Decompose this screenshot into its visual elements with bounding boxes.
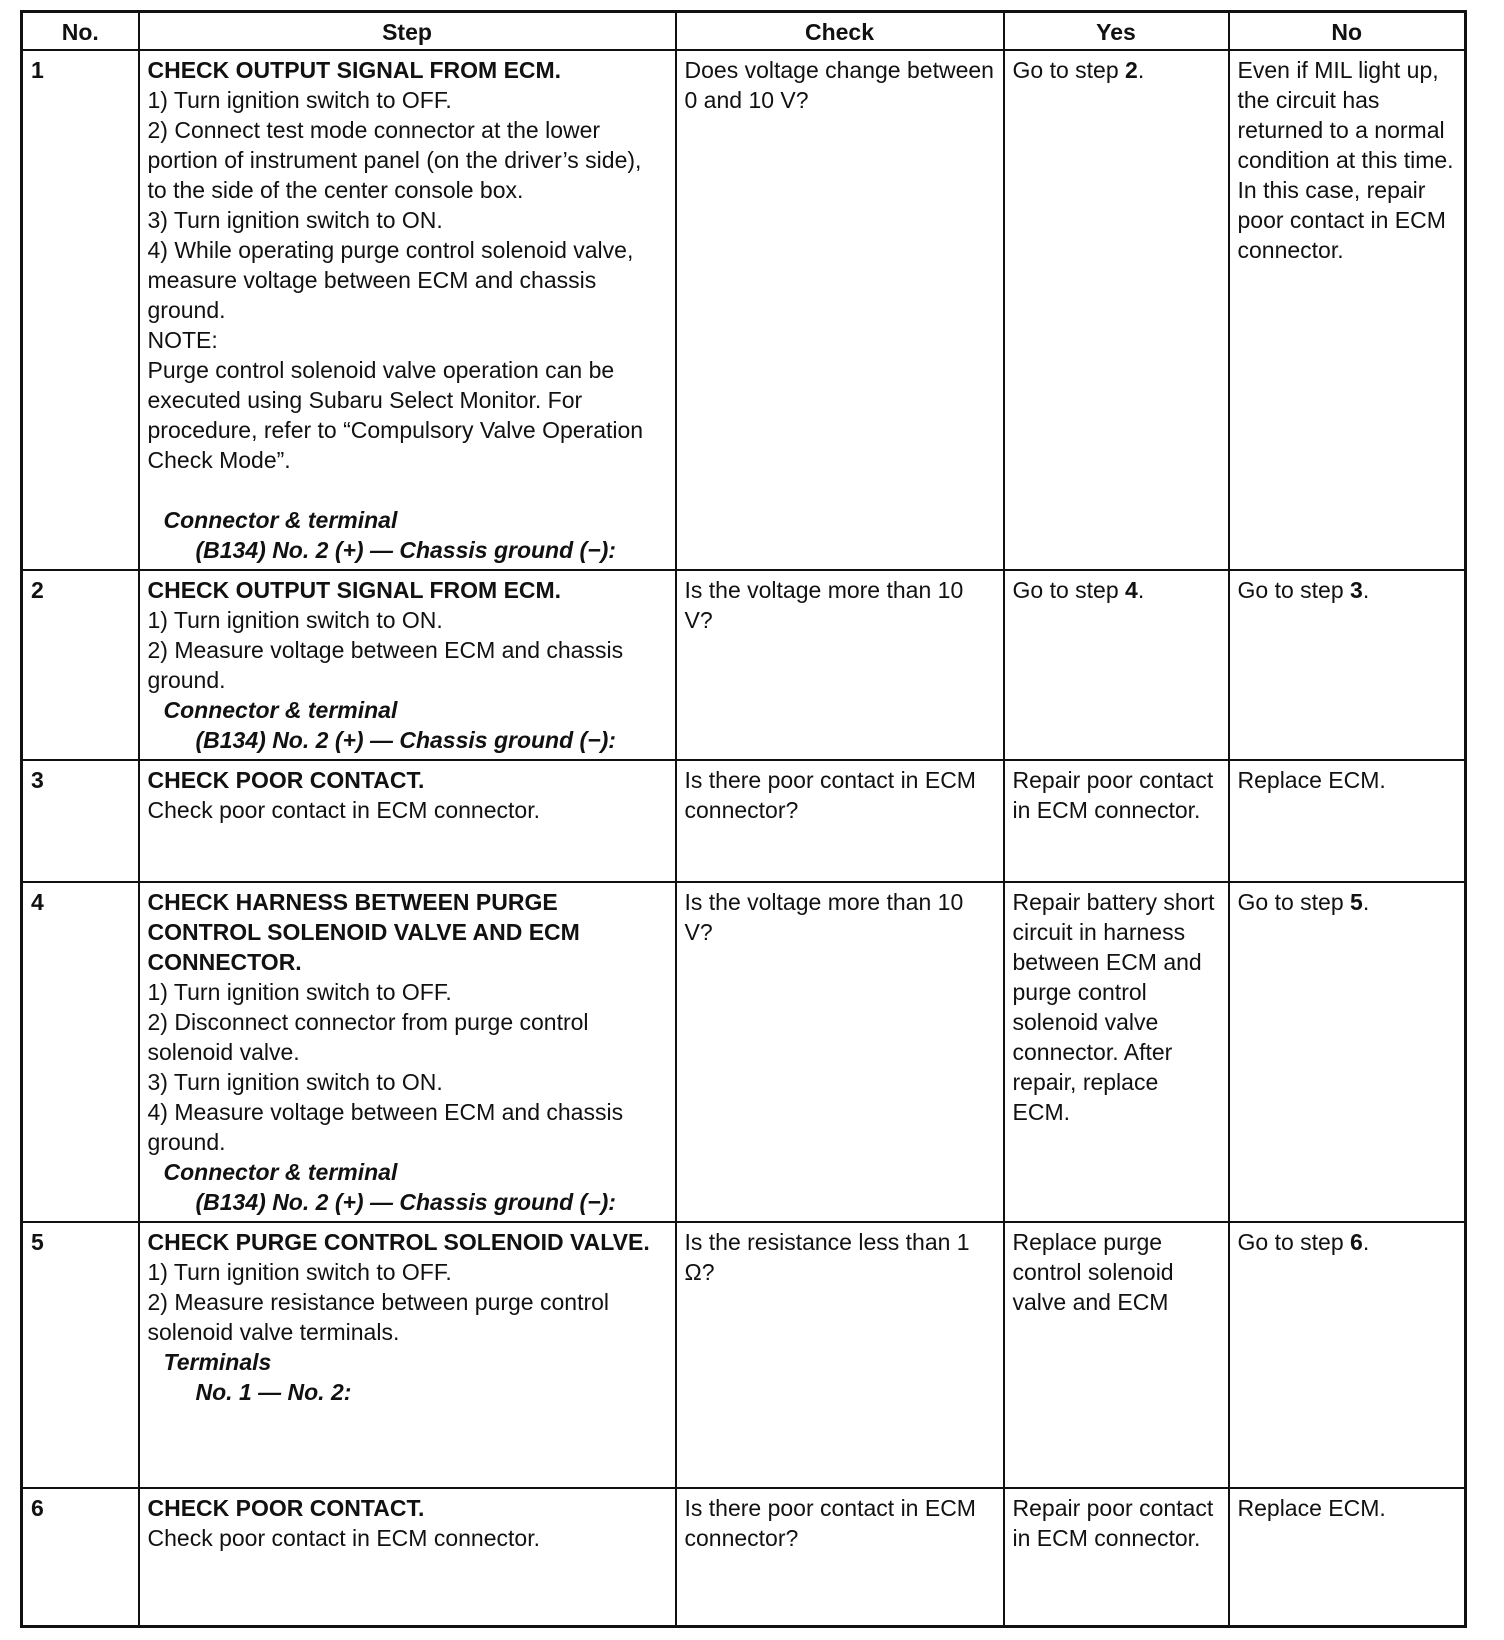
header-row xyxy=(22,12,1466,51)
no-text: Go to step xyxy=(1237,577,1351,603)
step-cell xyxy=(139,50,676,570)
no-step-number: 3 xyxy=(1350,577,1363,603)
no-cell: Go to step 3. xyxy=(1229,570,1466,760)
step-line: 1) Turn ignition switch to OFF. xyxy=(147,1259,452,1285)
step-number: 6 xyxy=(22,1488,139,1627)
no-step-number: 6 xyxy=(1350,1229,1363,1255)
check-cell: Is there poor contact in ECM connector? xyxy=(676,1488,1004,1627)
step-line: 4) Measure voltage between ECM and chassis ground. xyxy=(147,1099,624,1155)
step-line: 2) Measure voltage between ECM and chassis ground. xyxy=(147,637,624,693)
step-number: 2 xyxy=(22,570,139,760)
connector-terminal: (B134) No. 2 (+) — Chassis ground (−): xyxy=(195,727,616,753)
yes-cell: Go to step 2. xyxy=(1004,50,1229,570)
step-line: 1) Turn ignition switch to OFF. xyxy=(147,87,452,113)
table-row xyxy=(22,1222,1466,1488)
table-row xyxy=(22,760,1466,882)
step-cell xyxy=(139,1488,676,1627)
connector-label: Connector & terminal xyxy=(163,1159,398,1185)
terminals-value: No. 1 — No. 2: xyxy=(195,1379,352,1405)
step-cell xyxy=(139,760,676,882)
note-text: Purge control solenoid valve operation can be executed using Subaru Select Monitor. For procedure, refer to “Compulsory Valve Operation Check Mode”. xyxy=(147,357,644,473)
check-cell: Is the voltage more than 10 V? xyxy=(676,570,1004,760)
step-line: 4) While operating purge control solenoid valve, measure voltage between ECM and chassis ground. xyxy=(147,237,634,323)
yes-step-number: 2 xyxy=(1125,57,1138,83)
step-line: 2) Connect test mode connector at the lower portion of instrument panel (on the driver’s side), to the side of the center console box. xyxy=(147,117,642,203)
step-line: 3) Turn ignition switch to ON. xyxy=(147,1069,443,1095)
table-row xyxy=(22,1488,1466,1627)
no-text: Go to step xyxy=(1237,889,1351,915)
step-cell xyxy=(139,1222,676,1488)
connector-terminal: (B134) No. 2 (+) — Chassis ground (−): xyxy=(195,1189,616,1215)
terminals-label: Terminals xyxy=(163,1349,272,1375)
step-line: 1) Turn ignition switch to ON. xyxy=(147,607,443,633)
connector-label: Connector & terminal xyxy=(163,697,398,723)
no-step-number: 5 xyxy=(1350,889,1363,915)
header-check: Check xyxy=(676,12,1004,51)
step-line: 2) Disconnect connector from purge control solenoid valve. xyxy=(147,1009,589,1065)
header-no-result: No xyxy=(1229,12,1466,51)
step-line: 3) Turn ignition switch to ON. xyxy=(147,207,443,233)
step-cell xyxy=(139,570,676,760)
step-line: Check poor contact in ECM connector. xyxy=(147,1525,540,1551)
no-cell: Go to step 6. xyxy=(1229,1222,1466,1488)
step-title: CHECK HARNESS BETWEEN PURGE CONTROL SOLENOID VALVE AND ECM CONNECTOR. xyxy=(147,889,580,975)
check-cell: Is the resistance less than 1 Ω? xyxy=(676,1222,1004,1488)
yes-cell: Replace purge control solenoid valve and ECM xyxy=(1004,1222,1229,1488)
yes-text: Go to step xyxy=(1012,577,1126,603)
connector-terminal: (B134) No. 2 (+) — Chassis ground (−): xyxy=(195,537,616,563)
check-cell: Does voltage change between 0 and 10 V? xyxy=(676,50,1004,570)
table-row xyxy=(22,882,1466,1222)
step-title: CHECK OUTPUT SIGNAL FROM ECM. xyxy=(147,577,562,603)
step-line: 2) Measure resistance between purge control solenoid valve terminals. xyxy=(147,1289,610,1345)
note-label: NOTE: xyxy=(147,327,218,353)
yes-cell: Repair battery short circuit in harness between ECM and purge control solenoid valve connector. After repair, replace ECM. xyxy=(1004,882,1229,1222)
no-cell: Replace ECM. xyxy=(1229,1488,1466,1627)
step-line: 1) Turn ignition switch to OFF. xyxy=(147,979,452,1005)
yes-cell: Repair poor contact in ECM connector. xyxy=(1004,760,1229,882)
step-cell xyxy=(139,882,676,1222)
yes-cell: Repair poor contact in ECM connector. xyxy=(1004,1488,1229,1627)
step-number: 3 xyxy=(22,760,139,882)
spacer xyxy=(148,475,667,505)
connector-label: Connector & terminal xyxy=(163,507,398,533)
step-line: Check poor contact in ECM connector. xyxy=(147,797,540,823)
header-step: Step xyxy=(139,12,676,51)
header-no: No. xyxy=(22,12,139,51)
step-title: CHECK PURGE CONTROL SOLENOID VALVE. xyxy=(147,1229,650,1255)
table-row xyxy=(22,50,1466,570)
diagnostic-table xyxy=(20,10,1467,1628)
check-cell: Is there poor contact in ECM connector? xyxy=(676,760,1004,882)
step-title: CHECK POOR CONTACT. xyxy=(147,767,425,793)
no-cell: Replace ECM. xyxy=(1229,760,1466,882)
step-title: CHECK POOR CONTACT. xyxy=(147,1495,425,1521)
yes-text: Go to step xyxy=(1012,57,1126,83)
step-number: 1 xyxy=(22,50,139,570)
header-yes: Yes xyxy=(1004,12,1229,51)
step-number: 4 xyxy=(22,882,139,1222)
no-text: Go to step xyxy=(1237,1229,1351,1255)
no-cell: Even if MIL light up, the circuit has returned to a normal condition at this time. In this case, repair poor contact in ECM connector. xyxy=(1229,50,1466,570)
yes-step-number: 4 xyxy=(1125,577,1138,603)
step-title: CHECK OUTPUT SIGNAL FROM ECM. xyxy=(147,57,562,83)
table-row xyxy=(22,570,1466,760)
no-cell: Go to step 5. xyxy=(1229,882,1466,1222)
yes-cell: Go to step 4. xyxy=(1004,570,1229,760)
check-cell: Is the voltage more than 10 V? xyxy=(676,882,1004,1222)
step-number: 5 xyxy=(22,1222,139,1488)
